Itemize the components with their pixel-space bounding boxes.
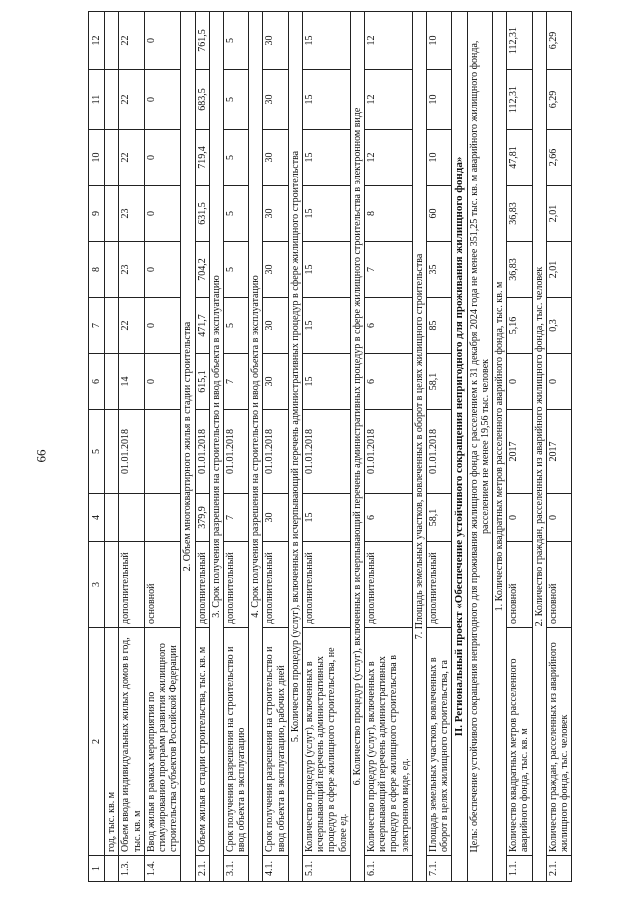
year-value: 15 (303, 242, 351, 298)
indicator-name: Срок получения разрешения на строительство и ввод объекта в эксплуатацию, рабочих дней (263, 628, 288, 856)
section-row (492, 12, 506, 882)
indicator-name: Количество граждан, расселенных из аварийного жилищного фонда, тыс. человек (546, 628, 571, 856)
project-goal: Цель: обеспечение устойчивого сокращения непригодного для проживания жилищного фонда с расселением к 31 декабря 2024 года не менее 351,25 тыс. кв. м аварийного жилищного фонда, расселением не менее 19,56 тыс. человек (467, 12, 492, 882)
row-number: 7.1. (426, 856, 451, 882)
section-row (209, 12, 223, 882)
base-date: 01.01.2018 (119, 410, 144, 494)
table-row (195, 12, 209, 882)
goal-row (467, 12, 492, 882)
year-value: 2,01 (546, 242, 571, 298)
year-value: 0,3 (546, 298, 571, 354)
year-value: 47,81 (507, 130, 532, 186)
section-row (288, 12, 302, 882)
table-row (364, 12, 412, 882)
year-value: 30 (263, 354, 288, 410)
year-value: 30 (263, 186, 288, 242)
base-date: 01.01.2018 (426, 410, 451, 494)
year-value: 7 (364, 242, 412, 298)
indicator-type: основной (546, 542, 571, 628)
base-value: 7 (223, 494, 248, 542)
indicator-type: дополнительный (263, 542, 288, 628)
base-value: 0 (507, 494, 532, 542)
base-date (144, 410, 181, 494)
year-value: 12 (364, 70, 412, 130)
indicator-name: Ввод жилья в рамках мероприятия по стимулированию программ развития жилищного строительства субъектов Российской Федерации (144, 628, 181, 856)
column-number-1: 1 (89, 856, 105, 882)
section-heading: 1. Количество квадратных метров расселенного аварийного фонда, тыс. кв. м (492, 12, 506, 882)
column-number-7: 7 (89, 298, 105, 354)
indicator-type: дополнительный (426, 542, 451, 628)
section-heading: 4. Срок получения разрешения на строительство и ввод объекта в эксплуатацию (249, 12, 263, 882)
indicator-name: Срок получения разрешения на строительство и ввод объекта в эксплуатацию (223, 628, 248, 856)
year-value: 35 (426, 242, 451, 298)
indicator-type: основной (144, 542, 181, 628)
table-row (119, 12, 144, 882)
section-heading: 5. Количество процедур (услуг), включенных в исчерпывающий перечень административных процедур в сфере жилищного строительства (288, 12, 302, 882)
column-number-4: 4 (89, 494, 105, 542)
year-value: 14 (119, 354, 144, 410)
indicator-name: Объем ввода индивидуальных жилых домов в год, тыс. кв. м (119, 628, 144, 856)
base-date: 01.01.2018 (303, 410, 351, 494)
year-value (105, 70, 119, 130)
indicator-type: основной (507, 542, 532, 628)
base-value: 30 (263, 494, 288, 542)
year-value: 0 (144, 354, 181, 410)
base-value (144, 494, 181, 542)
column-number-5: 5 (89, 410, 105, 494)
indicator-type: дополнительный (223, 542, 248, 628)
column-number-11: 11 (89, 70, 105, 130)
year-value: 0 (144, 12, 181, 70)
year-value: 58,1 (426, 354, 451, 410)
year-value: 15 (303, 298, 351, 354)
base-date: 01.01.2018 (195, 410, 209, 494)
section-heading: 2. Количество граждан, расселенных из аварийного жилищного фонда, тыс. человек (532, 12, 546, 882)
year-value: 0 (144, 70, 181, 130)
table-row (303, 12, 351, 882)
year-value: 36,83 (507, 186, 532, 242)
year-value: 683,5 (195, 70, 209, 130)
indicator-type: дополнительный (195, 542, 209, 628)
year-value: 0 (546, 354, 571, 410)
base-value: 379,9 (195, 494, 209, 542)
year-value (105, 298, 119, 354)
base-value: 58,1 (426, 494, 451, 542)
year-value: 6 (364, 298, 412, 354)
year-value: 0 (144, 130, 181, 186)
year-value: 112,31 (507, 70, 532, 130)
base-value: 6 (364, 494, 412, 542)
section-row (412, 12, 426, 882)
project-title: II. Региональный проект «Обеспечение устойчивого сокращения непригодного для проживания жилищного фонда» (452, 12, 467, 882)
year-value: 10 (426, 70, 451, 130)
year-value: 15 (303, 130, 351, 186)
year-value: 0 (507, 354, 532, 410)
section-heading: 2. Объем многоквартирного жилья в стадии строительства (181, 12, 195, 882)
base-value: 15 (303, 494, 351, 542)
base-date: 01.01.2018 (223, 410, 248, 494)
year-value: 5 (223, 186, 248, 242)
table-row (507, 12, 532, 882)
year-value: 60 (426, 186, 451, 242)
year-value: 112,31 (507, 12, 532, 70)
base-date: 2017 (507, 410, 532, 494)
year-value: 6 (364, 354, 412, 410)
page-number: 66 (33, 449, 49, 463)
year-value: 2,66 (546, 130, 571, 186)
year-value: 15 (303, 70, 351, 130)
year-value: 631,5 (195, 186, 209, 242)
rotated-page (88, 12, 608, 882)
year-value: 10 (426, 130, 451, 186)
row-number: 2.1. (195, 856, 209, 882)
indicator-name: Количество процедур (услуг), включенных в исчерпывающий перечень административных процедур в сфере жилищного строительства в электронном виде, ед. (364, 628, 412, 856)
base-date: 01.01.2018 (263, 410, 288, 494)
year-value: 0 (144, 186, 181, 242)
row-number: 5.1. (303, 856, 351, 882)
row-number: 3.1. (223, 856, 248, 882)
year-value: 15 (303, 12, 351, 70)
year-value: 6,29 (546, 12, 571, 70)
year-value: 5 (223, 298, 248, 354)
section-row (532, 12, 546, 882)
base-value (105, 494, 119, 542)
year-value: 22 (119, 298, 144, 354)
indicators-table (88, 11, 572, 882)
year-value: 5 (223, 242, 248, 298)
table-row (105, 12, 119, 882)
table-row (263, 12, 288, 882)
row-number: 1.4. (144, 856, 181, 882)
year-value: 30 (263, 298, 288, 354)
indicator-type: дополнительный (364, 542, 412, 628)
year-value: 10 (426, 12, 451, 70)
year-value (105, 186, 119, 242)
year-value: 0 (144, 242, 181, 298)
base-value (119, 494, 144, 542)
table-row (546, 12, 571, 882)
row-number: 4.1. (263, 856, 288, 882)
row-number: 2.1. (546, 856, 571, 882)
row-number (105, 856, 119, 882)
year-value: 30 (263, 242, 288, 298)
year-value (105, 12, 119, 70)
indicator-name: Объем жилья в стадии строительства, тыс. кв. м (195, 628, 209, 856)
year-value: 22 (119, 130, 144, 186)
year-value (105, 130, 119, 186)
row-number: 1.1. (507, 856, 532, 882)
header-row (89, 12, 105, 882)
year-value: 85 (426, 298, 451, 354)
indicator-type (105, 542, 119, 628)
year-value: 30 (263, 12, 288, 70)
indicator-type: дополнительный (303, 542, 351, 628)
indicator-name: Количество квадратных метров расселенного аварийного фонда, тыс. кв. м (507, 628, 532, 856)
year-value: 0 (144, 298, 181, 354)
row-number: 6.1. (364, 856, 412, 882)
indicator-name: Площадь земельных участков, вовлеченных в оборот в целях жилищного строительства, га (426, 628, 451, 856)
base-value: 0 (546, 494, 571, 542)
year-value: 12 (364, 130, 412, 186)
table-row (223, 12, 248, 882)
column-number-9: 9 (89, 186, 105, 242)
year-value: 23 (119, 186, 144, 242)
year-value: 5 (223, 130, 248, 186)
year-value: 6,29 (546, 70, 571, 130)
column-number-6: 6 (89, 354, 105, 410)
table-row (144, 12, 181, 882)
section-heading: 6. Количество процедур (услуг), включенных в исчерпывающий перечень административных процедур в сфере жилищного строительства в электронном виде (350, 12, 364, 882)
indicator-name: год, тыс. кв. м (105, 628, 119, 856)
year-value: 12 (364, 12, 412, 70)
base-date: 2017 (546, 410, 571, 494)
year-value: 761,5 (195, 12, 209, 70)
indicator-name: Количество процедур (услуг), включенных в исчерпывающий перечень административных процедур в сфере жилищного строительства, не более ед. (303, 628, 351, 856)
indicator-type: дополнительный (119, 542, 144, 628)
year-value: 615,1 (195, 354, 209, 410)
section-row (350, 12, 364, 882)
year-value: 471,7 (195, 298, 209, 354)
table-row (426, 12, 451, 882)
year-value: 704,2 (195, 242, 209, 298)
year-value: 15 (303, 354, 351, 410)
year-value: 2,01 (546, 186, 571, 242)
base-date (105, 410, 119, 494)
year-value: 36,83 (507, 242, 532, 298)
year-value: 5,16 (507, 298, 532, 354)
section-row (181, 12, 195, 882)
year-value: 5 (223, 70, 248, 130)
year-value: 23 (119, 242, 144, 298)
column-number-2: 2 (89, 628, 105, 856)
column-number-8: 8 (89, 242, 105, 298)
section-heading: 7. Площадь земельных участков, вовлеченных в оборот в целях жилищного строительства (412, 12, 426, 882)
column-number-3: 3 (89, 542, 105, 628)
section-heading: 3. Срок получения разрешения на строительство и ввод объекта в эксплуатацию (209, 12, 223, 882)
year-value: 30 (263, 130, 288, 186)
year-value: 719,4 (195, 130, 209, 186)
section-row (249, 12, 263, 882)
year-value: 15 (303, 186, 351, 242)
year-value (105, 354, 119, 410)
year-value: 7 (223, 354, 248, 410)
project-title-row (452, 12, 467, 882)
column-number-12: 12 (89, 12, 105, 70)
year-value: 22 (119, 12, 144, 70)
year-value: 30 (263, 70, 288, 130)
year-value: 5 (223, 12, 248, 70)
year-value: 22 (119, 70, 144, 130)
base-date: 01.01.2018 (364, 410, 412, 494)
year-value: 8 (364, 186, 412, 242)
column-number-10: 10 (89, 130, 105, 186)
row-number: 1.3. (119, 856, 144, 882)
year-value (105, 242, 119, 298)
